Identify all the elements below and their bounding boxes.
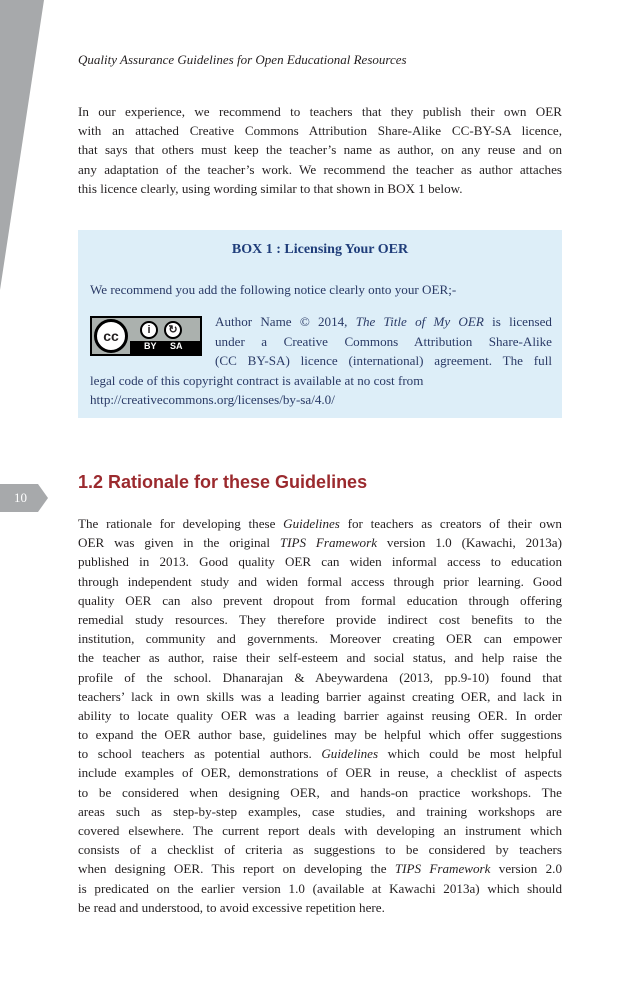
- cc-logo-icon: cc: [94, 319, 128, 353]
- body-line: remedial study resources. They therefore provide indirect cost benefits to the: [78, 611, 562, 627]
- running-header: Quality Assurance Guidelines for Open Educational Resources: [78, 52, 407, 67]
- body-line: areas such as step-by-step examples, case studies, and training workshops are: [78, 803, 562, 819]
- box-title: BOX 1 : Licensing Your OER: [231, 242, 409, 257]
- intro-line: this licence clearly, using wording similar to that shown in BOX 1 below.: [78, 180, 463, 196]
- body-line: institution, community and governments. Moreover creating OER can empower: [78, 631, 562, 647]
- intro-line: that says that others must keep the teacher’s name as author, on any reuse and on: [78, 142, 562, 158]
- badge-sa-label: SA: [170, 341, 183, 351]
- body-line: is predicated on the earlier version 1.0 (available at Kawachi 2013a) which should: [78, 880, 562, 896]
- box-notice-line: under a Creative Commons Attribution Share-Alike: [215, 333, 552, 349]
- licensing-box: [78, 230, 562, 418]
- page-number: 10: [14, 490, 27, 505]
- body-line: published in 2013. Good quality OER can widen informal access to education: [78, 554, 562, 570]
- body-line: consists of a checklist of criteria as suggestions to be considered by teachers: [78, 842, 562, 858]
- box-notice-line: Author Name © 2014, The Title of My OER is licensed: [215, 314, 552, 329]
- body-line: the teacher as author, raise their self-esteem and social status, and help raise the: [78, 650, 562, 666]
- cc-by-sa-badge: [90, 316, 202, 356]
- intro-line: In our experience, we recommend to teachers that they publish their own OER: [78, 104, 562, 119]
- body-line: include examples of OER, demonstrations of OER in reuse, a checklist of aspects: [78, 765, 562, 781]
- body-line: when designing OER. This report on developing the TIPS Framework version 2.0: [78, 861, 562, 877]
- box-intro: We recommend you add the following notice clearly onto your OER;-: [90, 282, 457, 297]
- intro-line: with an attached Creative Commons Attribution Share-Alike CC-BY-SA licence,: [78, 123, 562, 139]
- body-line: ability to locate quality OER was a leading barrier against reusing OER. In order: [78, 707, 562, 723]
- attribution-icon: i: [140, 321, 158, 339]
- box-line-legal: legal code of this copyright contract is available at no cost from: [90, 373, 424, 388]
- body-line: to be considered when designing OER, and hands-on practice workshops. The: [78, 784, 562, 800]
- body-line: quality OER can also prevent dropout from formal education through offering: [78, 592, 562, 608]
- intro-line: any adaptation of the teacher’s work. We recommend the teacher as author attaches: [78, 161, 562, 177]
- body-line: be read and understood, to avoid excessive repetition here.: [78, 899, 385, 915]
- body-line: teachers’ lack in own skills was a leading barrier against creating OER, and lack in: [78, 688, 562, 704]
- body-line: profile of the school. Dhanarajan & Abeywardena (2013, pp.9-10) found that: [78, 669, 562, 685]
- box-url: http://creativecommons.org/licenses/by-sa/4.0/: [90, 392, 335, 407]
- box-notice-line: (CC BY-SA) licence (international) agreement. The full: [215, 353, 552, 368]
- section-heading: 1.2 Rationale for these Guidelines: [78, 472, 368, 492]
- body-line: through independent study and widen formal access through prior learning. Good: [78, 573, 562, 589]
- body-line: covered elsewhere. The current report deals with developing an instrument which: [78, 823, 562, 838]
- intro-paragraph: [78, 102, 562, 198]
- body-line: OER was given in the original TIPS Framework version 1.0 (Kawachi, 2013a): [78, 535, 562, 551]
- badge-label-bar: [130, 341, 200, 354]
- share-alike-icon: ↻: [164, 321, 182, 339]
- box-notice: [215, 312, 552, 371]
- body-line: to expand the OER author base, guidelines may be helpful which offer suggestions: [78, 727, 562, 743]
- body-line: to school teachers as potential authors. Guidelines which could be most helpful: [78, 746, 562, 762]
- body-paragraph: [78, 514, 562, 917]
- body-line: The rationale for developing these Guidelines for teachers as creators of their own: [78, 516, 562, 531]
- badge-by-label: BY: [144, 341, 157, 351]
